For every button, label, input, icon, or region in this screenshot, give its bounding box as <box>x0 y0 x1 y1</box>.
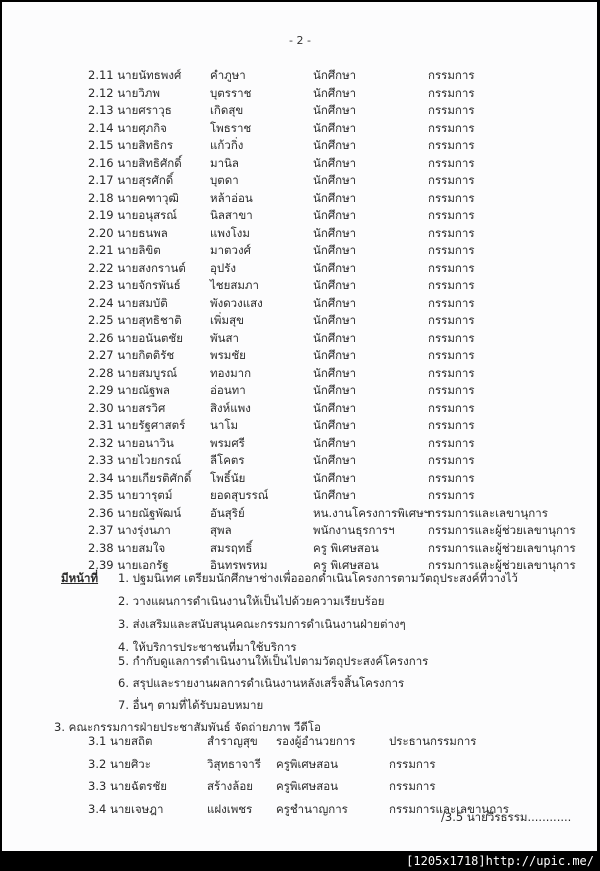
member-first-name: นายวิภพ <box>117 85 160 100</box>
member-row <box>0 85 600 102</box>
member-row <box>0 102 600 119</box>
member-position: นักศึกษา <box>313 173 357 187</box>
member-position: ครูชำนาญการ <box>276 801 348 816</box>
member-role: กรรมการ <box>428 278 475 292</box>
member-first-name: นายวารุตม์ <box>117 488 173 502</box>
member-number: 2.23 <box>88 278 114 292</box>
member-first-name: นายศราวุธ <box>117 103 172 117</box>
member-role: กรรมการ <box>428 260 475 275</box>
member-row <box>0 365 600 382</box>
member-position: นักศึกษา <box>313 138 357 152</box>
member-name <box>88 400 165 417</box>
member-surname: เพิ่มสุข <box>210 313 244 327</box>
member-position: นักศึกษา <box>313 470 357 485</box>
member-surname: อันสุริย์ <box>210 505 245 520</box>
member-first-name: นายธนพล <box>117 225 168 240</box>
member-row <box>0 540 600 557</box>
member-position: นักศึกษา <box>313 278 357 292</box>
member-row <box>0 312 600 329</box>
member-first-name: นายศุภกิจ <box>117 120 167 135</box>
member-first-name: นายอนุสรณ์ <box>117 208 177 222</box>
member-first-name: นายสมใจ <box>117 540 166 555</box>
member-role: กรรมการ <box>428 295 475 310</box>
member-first-name: นางรุ่งนภา <box>117 523 171 537</box>
member-surname: อินทรพรหม <box>210 558 268 572</box>
member-first-name: นายเกียรติศักดิ์ <box>117 470 192 485</box>
member-role: กรรมการ <box>428 313 475 327</box>
member-surname: ไชยสมภา <box>210 278 259 292</box>
member-role: กรรมการและผู้ช่วยเลขานุการ <box>428 558 576 572</box>
member-role: กรรมการ <box>428 85 475 100</box>
member-position: นักศึกษา <box>313 313 357 327</box>
member-position: หน.งานโครงการพิเศษฯ <box>313 505 431 520</box>
member-number: 2.17 <box>88 173 114 187</box>
member-surname: นาโม <box>210 418 239 432</box>
member-role: กรรมการและเลขานุการ <box>389 801 509 816</box>
member-first-name: นายสุรศักดิ์ <box>117 173 174 187</box>
member-first-name: นายณัฐพัฒน์ <box>117 505 182 520</box>
image-size-watermark: [1205x1718]http://upic.me/ <box>406 854 594 868</box>
member-name <box>88 540 165 557</box>
duty-item: 3. ส่งเสริมและสนับสนุนคณะกรรมการดำเนินงานฝ่ายต่างๆ <box>118 617 406 631</box>
member-name <box>88 330 183 347</box>
member-row <box>0 242 600 259</box>
member-first-name: นายกิตติรัช <box>117 348 175 362</box>
member-name <box>88 505 181 522</box>
member-number: 2.11 <box>88 68 114 82</box>
member-number: 2.32 <box>88 435 114 450</box>
member-number: 2.15 <box>88 138 114 152</box>
member-role: กรรมการ <box>428 208 475 222</box>
member-position: นักศึกษา <box>313 348 357 362</box>
member-position: นักศึกษา <box>313 208 357 222</box>
member-role: กรรมการ <box>428 173 475 187</box>
member-row <box>0 190 600 207</box>
member-first-name: นายอนันตชัย <box>117 330 183 345</box>
section-3-title: 3. คณะกรรมการฝ่ายประชาสัมพันธ์ จัดถ่ายภาพ วีดีโอ <box>54 720 321 734</box>
member-surname: พังดวงแสง <box>210 295 263 310</box>
member-number: 2.14 <box>88 120 114 135</box>
member-position: ครูพิเศษสอน <box>276 779 339 793</box>
member-name <box>88 312 182 329</box>
member-surname: บุตรราช <box>210 85 252 100</box>
member-position: ครู พิเศษสอน <box>313 558 379 572</box>
member-position: ครู พิเศษสอน <box>313 540 379 555</box>
member-name <box>88 522 171 539</box>
member-surname: โพธราช <box>210 120 252 135</box>
member-number: 2.30 <box>88 400 114 415</box>
member-position: นักศึกษา <box>313 400 357 415</box>
member-role: กรรมการ <box>428 470 475 485</box>
member-row <box>0 67 600 84</box>
member-surname: ลีโคตร <box>210 453 245 467</box>
member-name <box>88 102 172 119</box>
member-role: กรรมการ <box>389 756 436 771</box>
member-surname: แก้วกิ่ง <box>210 138 244 152</box>
page-number: - 2 - <box>289 34 311 47</box>
member-row <box>0 225 600 242</box>
member-name <box>88 190 179 207</box>
member-position: นักศึกษา <box>313 383 357 397</box>
member-first-name: นายศิวะ <box>109 756 151 771</box>
duty-item: 7. อื่นๆ ตามที่ได้รับมอบหมาย <box>118 698 264 712</box>
member-row <box>0 470 600 487</box>
member-position: นักศึกษา <box>313 453 357 467</box>
member-name <box>88 801 163 818</box>
member-first-name: นายสิทธิศักดิ์ <box>117 155 182 170</box>
member-row <box>0 137 600 154</box>
member-row <box>0 756 600 773</box>
member-number: 2.39 <box>88 558 114 572</box>
member-row <box>0 382 600 399</box>
member-name <box>88 67 181 84</box>
member-first-name: นายเจษฎา <box>109 801 164 816</box>
member-first-name: นายลิขิต <box>117 243 161 257</box>
member-first-name: นายณัฐพล <box>117 383 170 397</box>
member-role: กรรมการ <box>428 103 475 117</box>
member-role: กรรมการ <box>428 120 475 135</box>
member-role: กรรมการ <box>428 383 475 397</box>
continuation-note: /3.5 นายวีรธรรม............ <box>441 810 572 824</box>
member-first-name: นายสุทธิชาติ <box>117 313 182 327</box>
member-name <box>88 85 160 102</box>
member-row <box>0 207 600 224</box>
member-surname: พรมศรี <box>210 435 245 450</box>
member-role: กรรมการ <box>428 418 475 432</box>
member-number: 2.20 <box>88 225 114 240</box>
member-name <box>88 242 161 259</box>
member-number: 2.28 <box>88 365 114 380</box>
member-name <box>88 417 185 434</box>
member-row <box>0 452 600 469</box>
member-name <box>88 155 182 172</box>
member-name <box>88 733 152 750</box>
member-row <box>0 277 600 294</box>
duty-item: 5. กำกับดูแลการดำเนินงานให้เป็นไปตามวัตถุประสงค์โครงการ <box>118 654 429 668</box>
member-row <box>0 260 600 277</box>
member-name <box>88 295 168 312</box>
member-number: 2.18 <box>88 190 114 205</box>
member-surname: โพธิ์นัย <box>210 470 246 485</box>
member-number: 3.4 <box>88 801 107 816</box>
member-first-name: นายเอกรัฐ <box>117 558 169 572</box>
member-name <box>88 207 177 224</box>
member-position: นักศึกษา <box>313 243 357 257</box>
member-role: กรรมการและเลขานุการ <box>428 505 548 520</box>
member-role: กรรมการ <box>428 138 475 152</box>
member-position: นักศึกษา <box>313 120 357 135</box>
member-number: 2.38 <box>88 540 114 555</box>
member-first-name: นายสมบูรณ์ <box>117 365 178 380</box>
member-row <box>0 778 600 795</box>
member-name <box>88 260 186 277</box>
member-first-name: นายสิทธิกร <box>117 138 174 152</box>
member-row <box>0 155 600 172</box>
member-surname: พันสา <box>210 330 239 345</box>
member-first-name: นายคฑาวุฒิ <box>117 190 179 205</box>
duty-item: 4. ให้บริการประชาชนที่มาใช้บริการ <box>118 640 297 654</box>
member-first-name: นายอนาวิน <box>117 435 174 450</box>
member-number: 2.24 <box>88 295 114 310</box>
member-surname: สิงห์แพง <box>210 400 251 415</box>
member-first-name: นายสมบัติ <box>117 295 168 310</box>
member-row <box>0 120 600 137</box>
member-position: นักศึกษา <box>313 365 357 380</box>
member-number: 2.31 <box>88 418 114 432</box>
member-name <box>88 470 191 487</box>
member-role: กรรมการ <box>428 365 475 380</box>
member-position: นักศึกษา <box>313 68 357 82</box>
member-row <box>0 330 600 347</box>
member-surname: แฝงเพชร <box>207 801 253 816</box>
duty-item: 1. ปฐมนิเทศ เตรียมนักศึกษาช่างเพื่อออกดำเนินโครงการตามวัตถุประสงค์ที่วางไว้ <box>118 571 518 585</box>
member-position: นักศึกษา <box>313 103 357 117</box>
member-role: กรรมการ <box>428 330 475 345</box>
member-position: นักศึกษา <box>313 330 357 345</box>
member-row <box>0 417 600 434</box>
member-number: 3.2 <box>88 756 107 771</box>
member-role: กรรมการ <box>389 779 436 793</box>
member-first-name: นายสงกรานต์ <box>117 260 186 275</box>
member-number: 2.27 <box>88 348 114 362</box>
member-row <box>0 400 600 417</box>
member-row <box>0 172 600 189</box>
member-first-name: นายนัทธพงศ์ <box>117 68 182 82</box>
member-number: 2.34 <box>88 470 114 485</box>
member-surname: สมรฤทธิ์ <box>210 540 253 555</box>
member-role: กรรมการและผู้ช่วยเลขานุการ <box>428 523 576 537</box>
member-position: นักศึกษา <box>313 488 357 502</box>
member-role: กรรมการ <box>428 400 475 415</box>
member-role: กรรมการ <box>428 190 475 205</box>
member-position: นักศึกษา <box>313 435 357 450</box>
member-number: 2.22 <box>88 260 114 275</box>
member-first-name: นายสรวิศ <box>117 400 166 415</box>
member-role: ประธานกรรมการ <box>389 734 477 748</box>
member-number: 2.16 <box>88 155 114 170</box>
member-name <box>88 756 151 773</box>
member-name <box>88 365 177 382</box>
member-number: 2.13 <box>88 103 114 117</box>
member-position: นักศึกษา <box>313 85 357 100</box>
member-row <box>0 295 600 312</box>
member-first-name: นายรัฐศาสตร์ <box>117 418 186 432</box>
member-position: นักศึกษา <box>313 155 357 170</box>
member-first-name: นายไวยกรณ์ <box>117 453 182 467</box>
member-number: 2.21 <box>88 243 114 257</box>
member-number: 2.19 <box>88 208 114 222</box>
member-name <box>88 452 181 469</box>
member-role: กรรมการ <box>428 435 475 450</box>
member-position: นักศึกษา <box>313 225 357 240</box>
member-number: 2.12 <box>88 85 114 100</box>
member-surname: คำภูษา <box>210 68 246 82</box>
member-surname: สร้างล้อย <box>207 779 253 793</box>
member-role: กรรมการ <box>428 348 475 362</box>
member-name <box>88 277 181 294</box>
member-role: กรรมการและผู้ช่วยเลขานุการ <box>428 540 576 555</box>
member-surname: มาตวงศ์ <box>210 243 251 257</box>
member-surname: อ่อนทา <box>210 383 246 397</box>
member-name <box>88 435 174 452</box>
member-row <box>0 733 600 750</box>
member-name <box>88 137 173 154</box>
member-surname: แพงโงม <box>210 225 250 240</box>
member-row <box>0 522 600 539</box>
member-surname: หล้าอ่อน <box>210 190 253 205</box>
member-surname: บุตดา <box>210 173 239 187</box>
member-first-name: นายสถิต <box>109 734 153 748</box>
member-name <box>88 347 174 364</box>
member-name <box>88 778 167 795</box>
member-number: 2.25 <box>88 313 114 327</box>
member-surname: วิสุทธาจารี <box>207 756 261 771</box>
member-position: พนักงานธุรการฯ <box>313 523 395 537</box>
member-position: ครูพิเศษสอน <box>276 756 339 771</box>
member-surname: สำราญสุข <box>207 734 258 748</box>
member-role: กรรมการ <box>428 225 475 240</box>
member-role: กรรมการ <box>428 155 475 170</box>
member-number: 2.36 <box>88 505 114 520</box>
member-number: 2.35 <box>88 488 114 502</box>
member-number: 3.1 <box>88 734 107 748</box>
member-role: กรรมการ <box>428 488 475 502</box>
member-position: นักศึกษา <box>313 295 357 310</box>
member-position: รองผู้อำนวยการ <box>276 734 356 748</box>
duty-item: 2. วางแผนการดำเนินงานให้เป็นไปด้วยความเรียบร้อย <box>118 594 385 608</box>
duty-item: 6. สรุปและรายงานผลการดำเนินงานหลังเสร็จสิ้นโครงการ <box>118 676 405 690</box>
member-surname: เกิดสุข <box>210 103 244 117</box>
member-name <box>88 172 173 189</box>
member-role: กรรมการ <box>428 453 475 467</box>
member-surname: พรมชัย <box>210 348 246 362</box>
member-name <box>88 382 170 399</box>
member-role: กรรมการ <box>428 243 475 257</box>
member-position: นักศึกษา <box>313 418 357 432</box>
member-position: นักศึกษา <box>313 190 357 205</box>
member-surname: ยอดสุบรรณ์ <box>210 488 269 502</box>
member-surname: มานิล <box>210 155 239 170</box>
member-number: 2.26 <box>88 330 114 345</box>
member-number: 2.37 <box>88 523 114 537</box>
member-name <box>88 120 167 137</box>
member-name <box>88 225 168 242</box>
member-surname: สุพล <box>210 523 232 537</box>
member-name <box>88 487 172 504</box>
member-surname: นิลสาขา <box>210 208 253 222</box>
member-first-name: นายฉัตรชัย <box>109 779 168 793</box>
member-row <box>0 435 600 452</box>
member-position: นักศึกษา <box>313 260 357 275</box>
member-row <box>0 347 600 364</box>
duties-label: มีหน้าที่ <box>61 571 99 585</box>
member-row <box>0 487 600 504</box>
member-number: 3.3 <box>88 779 107 793</box>
member-surname: ทองมาก <box>210 365 252 380</box>
member-first-name: นายจักรพันธ์ <box>117 278 181 292</box>
member-number: 2.29 <box>88 383 114 397</box>
member-surname: อุปรัง <box>210 260 236 275</box>
member-row <box>0 505 600 522</box>
member-number: 2.33 <box>88 453 114 467</box>
member-role: กรรมการ <box>428 68 475 82</box>
